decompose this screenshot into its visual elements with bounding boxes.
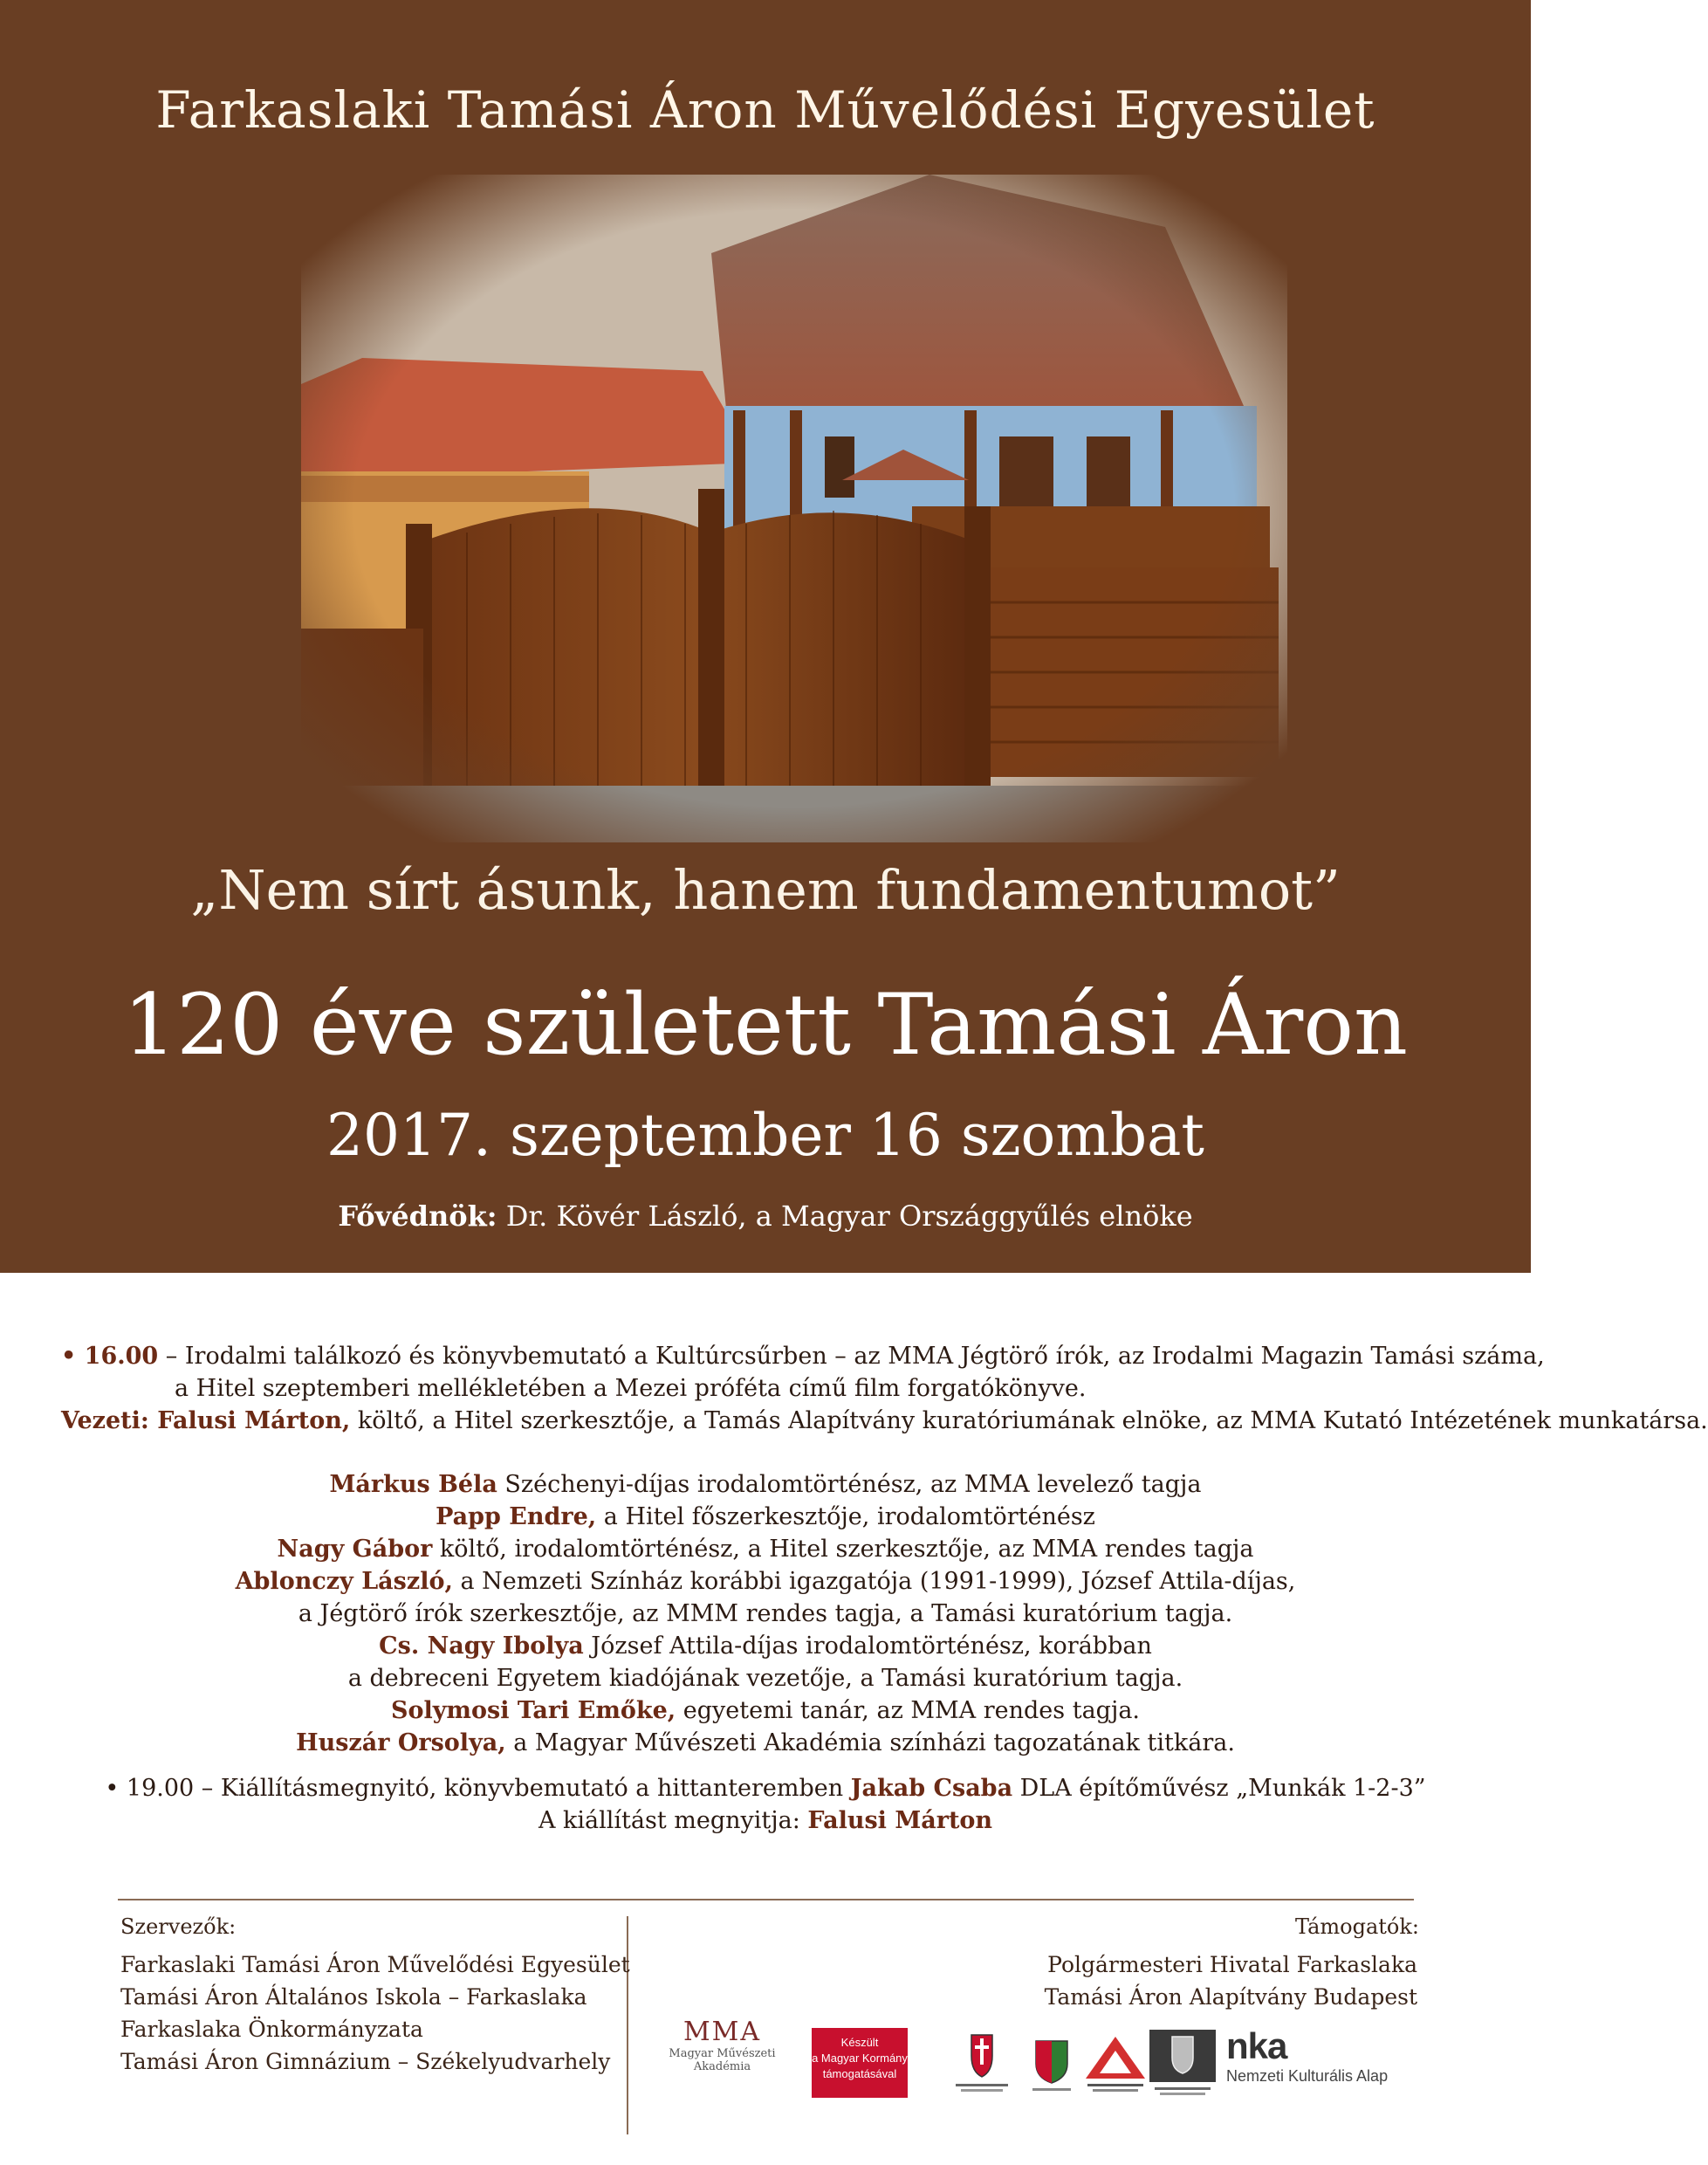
speaker-line [0,1533,1531,1565]
speaker-line [0,1694,1531,1727]
event-2-block [0,1772,1531,1837]
event-2-description: • 19.00 – Kiállításmegnyitó, könyvbemutató a hittanteremben [105,1775,851,1802]
mma-logo-text: Akadémia [693,2060,751,2073]
event-headline: 120 éve született Tamási Áron [123,976,1408,1074]
speaker-text: költő, irodalomtörténész, a Hitel szerkesztője, az MMA rendes tagja [432,1536,1254,1563]
organizer-item: Tamási Áron Általános Iskola – Farkaslaka [120,1984,587,2010]
event-2-title: DLA építőművész „Munkák 1-2-3” [1012,1775,1426,1802]
speaker-line [0,1662,1531,1694]
speaker-text: Széchenyi-díjas irodalomtörténész, az MMA levelező tagja [497,1471,1202,1498]
event-1-line-1 [0,1340,1545,1372]
red-triangle-logo [1080,2030,1150,2103]
institution-emblem-logo [1148,2028,1218,2103]
speaker-text: a Magyar Művészeti Akadémia színházi tagozatának titkára. [505,1729,1235,1756]
supporter-item: Polgármesteri Hivatal Farkaslaka [1047,1952,1417,1977]
speaker-line [0,1468,1531,1501]
event-2-line [0,1772,1531,1804]
gov-logo-text: a Magyar Kormány [812,2052,908,2065]
event-1-description: – Irodalmi találkozó és könyvbemutató a Kultúrcsűrben – az MMA Jégtörő írók, az Irodalmi Magazin Tamási száma, [158,1343,1545,1370]
speaker-name: Nagy Gábor [277,1536,433,1563]
speaker-name: Márkus Béla [329,1471,497,1498]
speaker-line [0,1727,1531,1759]
supporters-label: Támogatók: [1294,1914,1419,1939]
speaker-text: a debreceni Egyetem kiadójának vezetője, a Tamási kuratórium tagja. [347,1665,1183,1692]
ministry-crest-logo [947,2030,1017,2103]
organization-title: Farkaslaki Tamási Áron Művelődési Egyesület [155,80,1375,140]
event-2-opener-label: A kiállítást megnyitja: [538,1807,808,1834]
nka-logo [1226,2025,1418,2086]
supporters-list [1045,1948,1417,2013]
mma-logo-text: Magyar Művészeti [669,2047,776,2060]
mma-logo [659,2017,785,2073]
footer-divider [118,1899,1414,1900]
speaker-name: Papp Endre, [436,1503,597,1530]
patron-line [0,1199,1531,1233]
speaker-text: egyetemi tanár, az MMA rendes tagja. [676,1697,1141,1724]
speaker-text: a Nemzeti Színház korábbi igazgatója (1991-1999), József Attila-díjas, [452,1568,1296,1595]
organizer-item: Farkaslaki Tamási Áron Művelődési Egyesület [120,1952,630,1977]
speaker-text: a Jégtörő írók szerkesztője, az MMM rendes tagja, a Tamási kuratórium tagja. [298,1600,1233,1627]
gov-logo-text: Készült [840,2036,879,2049]
speaker-name: Huszár Orsolya, [296,1729,506,1756]
mma-logo-mark: MMA [683,2017,762,2047]
organizers-label: Szervezők: [120,1914,237,1939]
speaker-line [0,1630,1531,1662]
government-support-logo [812,2028,908,2098]
event-1-host-label: Vezeti: Falusi Márton, [61,1407,351,1434]
speaker-text: József Attila-díjas irodalomtörténész, korábban [583,1632,1152,1660]
event-2-opener-name: Falusi Márton [807,1807,993,1834]
organizers-list [120,1948,630,2078]
regional-crest-logo [1025,2034,1078,2099]
speaker-line [0,1598,1531,1630]
supporter-item: Tamási Áron Alapítvány Budapest [1044,1984,1417,2010]
speaker-text: a Hitel főszerkesztője, irodalomtörténész [596,1503,1095,1530]
gov-logo-text: támogatásával [822,2067,897,2080]
house-photo [301,175,1287,842]
event-1-block [0,1340,1708,1437]
event-1-time: • 16.00 [61,1343,159,1370]
event-2-artist: Jakab Csaba [850,1775,1013,1802]
event-1-line-2: a Hitel szeptemberi mellékletében a Mezei próféta című film forgatókönyve. [175,1375,1087,1402]
event-1-host-text: költő, a Hitel szerkesztője, a Tamás Alapítvány kuratóriumának elnöke, az MMA Kutató Intézetének munkatársa. [350,1407,1708,1434]
speaker-name: Ablonczy László, [235,1568,453,1595]
nka-logo-text: Nemzeti Kulturális Alap [1226,2067,1389,2085]
patron-label: Fővédnök: [338,1199,497,1233]
speaker-name: Solymosi Tari Emőke, [390,1697,676,1724]
event-1-host-line [0,1405,1708,1437]
motto-quote: „Nem sírt ásunk, hanem fundamentumot” [190,858,1341,922]
speaker-line [0,1501,1531,1533]
speaker-line [0,1565,1531,1598]
speaker-name: Cs. Nagy Ibolya [379,1632,584,1660]
organizer-item: Farkaslaka Önkormányzata [120,2017,423,2042]
speakers-list [0,1468,1531,1759]
patron-text: Dr. Kövér László, a Magyar Országgyűlés elnöke [497,1199,1193,1233]
organizer-item: Tamási Áron Gimnázium – Székelyudvarhely [120,2049,611,2074]
event-2-opener-line [0,1804,1531,1837]
event-date: 2017. szeptember 16 szombat [326,1102,1204,1169]
nka-logo-mark: nka [1226,2025,1287,2066]
